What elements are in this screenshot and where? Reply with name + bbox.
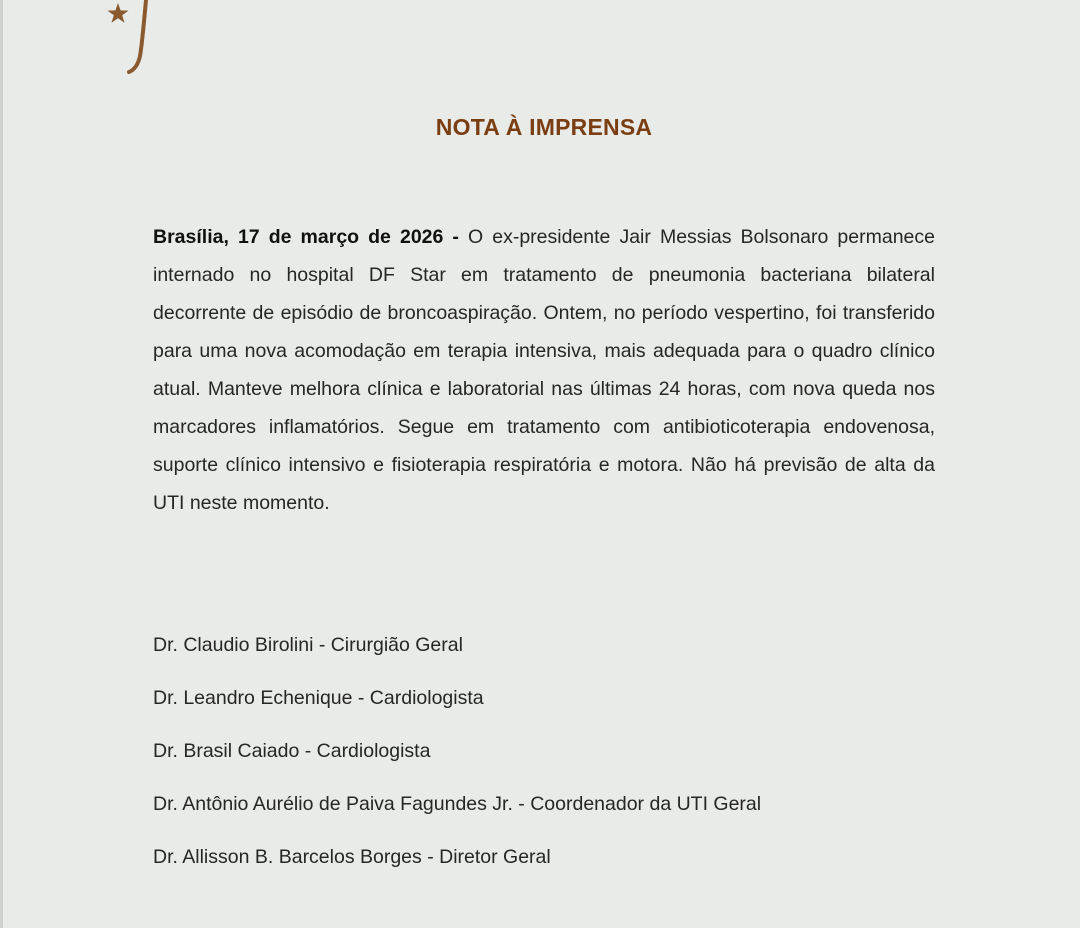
signatory: Dr. Leandro Echenique - Cardiologista	[153, 687, 484, 709]
swoosh-icon	[129, 0, 146, 72]
star-icon	[108, 3, 129, 23]
page-title: NOTA À IMPRENSA	[435, 114, 653, 140]
dateline: Brasília, 17 de março de 2026 -	[153, 226, 459, 248]
signatory: Dr. Brasil Caiado - Cardiologista	[153, 740, 431, 762]
star-swoosh-logo-icon	[100, 0, 170, 80]
press-note-body	[153, 218, 935, 522]
signatory: Dr. Claudio Birolini - Cirurgião Geral	[153, 634, 463, 656]
signatory: Dr. Antônio Aurélio de Paiva Fagundes Jr. - Coordenador da UTI Geral	[153, 793, 762, 815]
signatory: Dr. Allisson B. Barcelos Borges - Diretor Geral	[153, 846, 551, 868]
body-paragraph: O ex-presidente Jair Messias Bolsonaro permanece internado no hospital DF Star em tratamento de pneumonia bacteriana bilateral decorrente de episódio de broncoaspiração. Ontem, no período vespertino, foi transferido para uma nova acomodação em terapia intensiva, mais adequada para o quadro clínico atual. Manteve melhora clínica e laboratorial nas últimas 24 horas, com nova queda nos marcadores inflamatórios. Segue em tratamento com antibioticoterapia endovenosa, suporte clínico intensivo e fisioterapia respiratória e motora. Não há previsão de alta da UTI neste momento.	[153, 226, 935, 514]
signatories-list	[153, 627, 761, 892]
